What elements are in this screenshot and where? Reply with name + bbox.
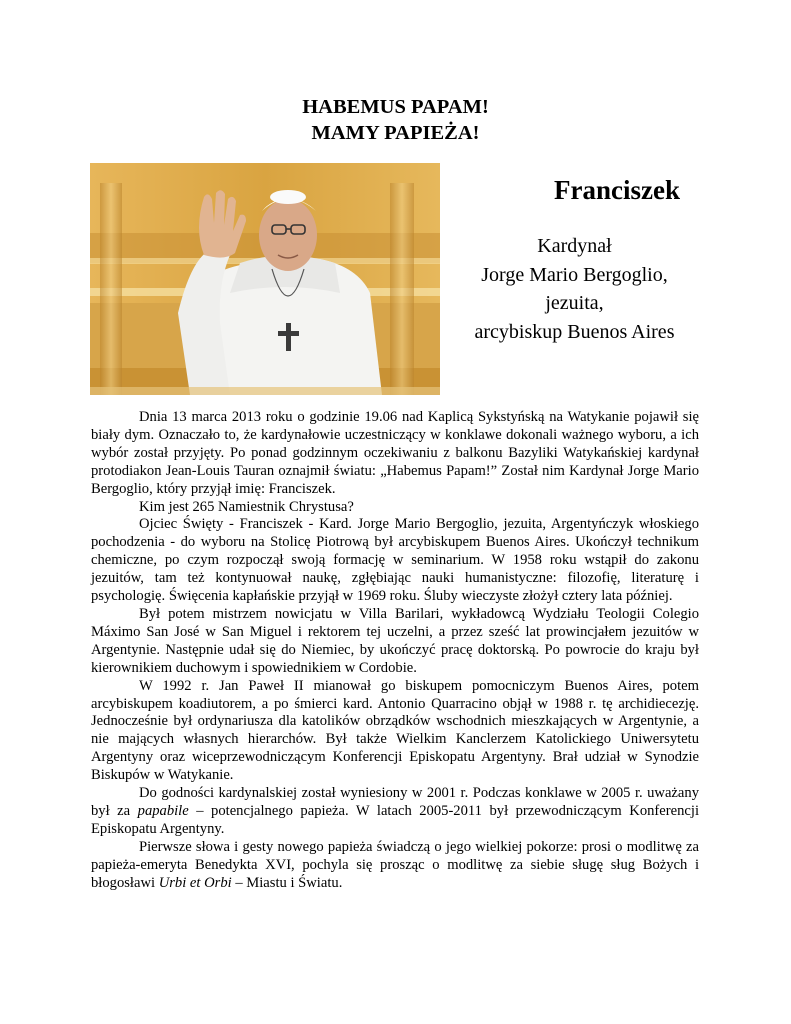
paragraph-cardinal-text-a: Do godności kardynalskiej został wyniesiony w 2001 r. Podczas konklawe w 2005 r. uważany był za	[91, 785, 699, 819]
paragraph-episcopate: W 1992 r. Jan Paweł II mianował go biskupem pomocniczym Buenos Aires, potem arcybiskupem koadiutorem, a po śmierci kard. Antonio Quarracino objął w 1988 r. tę archidiecezję. Jednocześnie był ordynariusza dla katolików obrządków wschodnich mieszkających w Argentynie, a nie mających własnych hierarchów. Był także Wielkim Kanclerzem Katolickiego Uniwersytetu Argentyny oraz wiceprzewodniczącym Konferencji Episkopatu Argentyny. Brał udział w Synodzie Biskupów w Watykanie.	[91, 677, 699, 784]
subtitle-line-name: Jorge Mario Bergoglio,	[481, 263, 668, 286]
paragraph-biography: Ojciec Święty - Franciszek - Kard. Jorge Mario Bergoglio, jezuita, Argentyńczyk włoskiego pochodzenia - do wyboru na Stolicę Piotrową był arcybiskupem Buenos Aires. Ukończył technikum chemiczne, po czym rozpoczął swoją formację w seminarium. W 1958 roku wstąpił do zakonu jezuitów, tam też kontynuował naukę, zgłębiając nauki humanistyczne: filozofię, literaturę i psychologię. Święcenia kapłańskie przyjął w 1969 roku. Śluby wieczyste złożył cztery lata później.	[91, 516, 699, 605]
papabile-term: papabile	[137, 802, 189, 819]
article-body	[91, 409, 699, 892]
paragraph-cardinal	[91, 785, 699, 839]
subtitle-line-office: arcybiskup Buenos Aires	[474, 320, 675, 343]
header-title: HABEMUS PAPAM!	[302, 96, 489, 118]
subtitle-line-order: jezuita,	[545, 292, 604, 314]
header-subtitle: MAMY PAPIEŻA!	[311, 122, 480, 144]
paragraph-first-words-text-a: Pierwsze słowa i gesty nowego papieża świadczą o jego wielkiej pokorze: prosi o modlitwę za papieża-emeryta Benedykta XVI, pochyla się prosząc o modlitwę za siebie sługę sług Bożych i błogosławi	[91, 838, 699, 891]
pope-name: Franciszek	[554, 175, 680, 205]
pope-description	[452, 232, 697, 346]
urbi-et-orbi-term: Urbi et Orbi	[158, 874, 232, 891]
subtitle-line-title: Kardynał	[537, 235, 612, 257]
paragraph-election: Dnia 13 marca 2013 roku o godzinie 19.06 nad Kaplicą Sykstyńską na Watykanie pojawił się biały dym. Oznaczało to, że kardynałowie uczestniczący w konklawe dokonali ważnego wyboru, a ich wybór został przyjęty. Po ponad godzinnym oczekiwaniu z balkonu Bazyliki Watykańskiej kardynał protodiakon Jean-Louis Tauran oznajmił światu: „Habemus Papam!” Został nim Kardynał Jorge Mario Bergoglio, który przyjął imię: Franciszek.	[91, 409, 699, 497]
pope-photo	[90, 163, 440, 395]
paragraph-first-words-text-b: – Miastu i Światu.	[231, 874, 343, 891]
paragraph-question: Kim jest 265 Namiestnik Chrystusa?	[139, 498, 354, 515]
paragraph-career: Był potem mistrzem nowicjatu w Villa Barilari, wykładowcą Wydziału Teologii Colegio Máximo San José w San Miguel i rektorem tej uczelni, a przez sześć lat prowincjałem jezuitów w Argentynie. Następnie udał się do Niemiec, by ukończyć pracę doktorską. Po powrocie do kraju był kierownikiem duchowym i spowiednikiem w Cordobie.	[91, 605, 699, 676]
paragraph-first-words	[91, 839, 699, 893]
page-header	[0, 94, 791, 146]
paragraph-cardinal-text-b: – potencjalnego papieża. W latach 2005-2011 był przewodniczącym Konferencji Episkopatu Argentyny.	[91, 802, 699, 837]
